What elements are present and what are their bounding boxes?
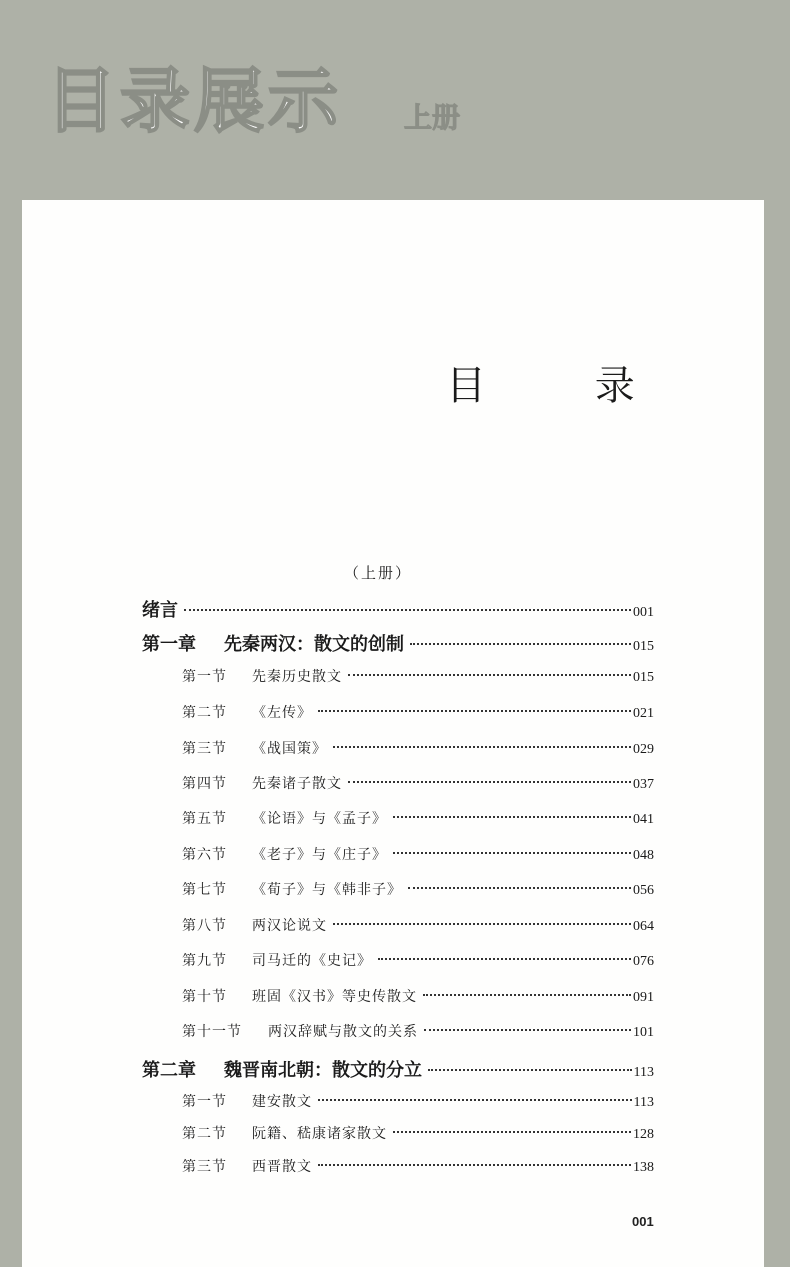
dot-leader <box>408 887 631 889</box>
toc-entry-number: 第七节 <box>182 882 227 898</box>
dot-leader <box>318 1099 632 1101</box>
page-title: 目 录 <box>446 363 683 409</box>
toc-entry-title: 《左传》 <box>252 705 312 721</box>
toc-entry-page: 101 <box>633 1025 654 1040</box>
toc-section-row <box>182 702 654 722</box>
toc-entry-page: 064 <box>633 919 654 934</box>
toc-entry-number: 第九节 <box>182 953 227 969</box>
toc-entry-page: 015 <box>633 670 654 685</box>
toc-entry-number: 第十一节 <box>182 1024 242 1040</box>
toc-entry-number: 第二节 <box>182 705 227 721</box>
toc-entry-number: 第二章 <box>142 1060 196 1081</box>
toc-entry-title: 《荀子》与《韩非子》 <box>252 882 402 898</box>
toc-section-row <box>182 808 654 828</box>
toc-entry-number: 第二节 <box>182 1126 227 1142</box>
toc-entry-page: 021 <box>633 706 654 721</box>
dot-leader <box>318 1164 631 1166</box>
dot-leader <box>393 852 631 854</box>
toc-entry-title: 班固《汉书》等史传散文 <box>252 989 417 1005</box>
toc-entry-page: 113 <box>633 1095 654 1110</box>
dot-leader <box>378 958 631 960</box>
toc-entry-page: 113 <box>633 1065 654 1080</box>
dot-leader <box>424 1029 631 1031</box>
toc-entry-number: 第八节 <box>182 918 227 934</box>
toc-entry-number: 第三节 <box>182 1159 227 1175</box>
toc-entry-title: 阮籍、嵇康诸家散文 <box>252 1126 387 1142</box>
toc-entry-page: 015 <box>633 639 654 654</box>
dot-leader <box>318 710 631 712</box>
toc-entry-title: 《老子》与《庄子》 <box>252 847 387 863</box>
toc-entry-number: 第三节 <box>182 741 227 757</box>
document-page <box>22 200 764 1267</box>
toc-entry-page: 138 <box>633 1160 654 1175</box>
toc-section-row <box>182 1021 654 1041</box>
toc-entry-page: 001 <box>633 605 654 620</box>
toc-entry-title: 先秦历史散文 <box>252 669 342 685</box>
toc-entry-title: 《论语》与《孟子》 <box>252 811 387 827</box>
toc-entry-title: 西晋散文 <box>252 1159 312 1175</box>
toc-section-row <box>182 950 654 970</box>
toc-chapter-row <box>142 630 654 656</box>
toc-entry-number: 第一章 <box>142 634 196 655</box>
toc-entry-page: 076 <box>633 954 654 969</box>
dot-leader <box>184 609 631 611</box>
dot-leader <box>348 781 631 783</box>
toc-section-row <box>182 986 654 1006</box>
dot-leader <box>410 643 631 645</box>
toc-entry-page: 029 <box>633 742 654 757</box>
page-number: 001 <box>632 1214 654 1229</box>
toc-entry-page: 041 <box>633 812 654 827</box>
toc-entry-page: 056 <box>633 883 654 898</box>
toc-section-row <box>182 738 654 758</box>
toc-entry-number: 第五节 <box>182 811 227 827</box>
toc-chapter-row <box>142 596 654 622</box>
toc-entry-page: 048 <box>633 848 654 863</box>
dot-leader <box>423 994 631 996</box>
banner-title: 目录展示 <box>46 60 342 142</box>
toc-entry-title: 两汉辞赋与散文的关系 <box>268 1024 418 1040</box>
toc-section-row <box>182 773 654 793</box>
toc-entry-title: 绪言 <box>142 600 178 621</box>
dot-leader <box>393 1131 631 1133</box>
dot-leader <box>428 1069 632 1071</box>
toc-entry-number: 第一节 <box>182 1094 227 1110</box>
toc-entry-title: 建安散文 <box>252 1094 312 1110</box>
toc-entry-title: 司马迁的《史记》 <box>252 953 372 969</box>
toc-section-row <box>182 1123 654 1143</box>
dot-leader <box>393 816 631 818</box>
toc-entry-page: 091 <box>633 990 654 1005</box>
toc-entry-page: 037 <box>633 777 654 792</box>
toc-entry-number: 第四节 <box>182 776 227 792</box>
toc-entry-title: 先秦诸子散文 <box>252 776 342 792</box>
toc-entry-title: 两汉论说文 <box>252 918 327 934</box>
toc-section-row <box>182 1156 654 1176</box>
toc-entry-number: 第十节 <box>182 989 227 1005</box>
toc-section-row <box>182 915 654 935</box>
banner-subtitle: 上册 <box>404 101 461 134</box>
toc-entry-title: 《战国策》 <box>252 741 327 757</box>
toc-section-row <box>182 879 654 899</box>
toc-section-row <box>182 1091 654 1111</box>
dot-leader <box>333 923 631 925</box>
toc-entry-page: 128 <box>633 1127 654 1142</box>
toc-entry-number: 第一节 <box>182 669 227 685</box>
toc-section-row <box>182 666 654 686</box>
volume-label: （上册） <box>344 564 413 582</box>
toc-entry-title: 先秦两汉：散文的创制 <box>224 634 404 655</box>
toc-entry-number: 第六节 <box>182 847 227 863</box>
header-banner <box>0 0 790 200</box>
toc-entry-title: 魏晋南北朝：散文的分立 <box>224 1060 422 1081</box>
toc-section-row <box>182 844 654 864</box>
toc-chapter-row <box>142 1056 654 1082</box>
dot-leader <box>348 674 631 676</box>
dot-leader <box>333 746 631 748</box>
